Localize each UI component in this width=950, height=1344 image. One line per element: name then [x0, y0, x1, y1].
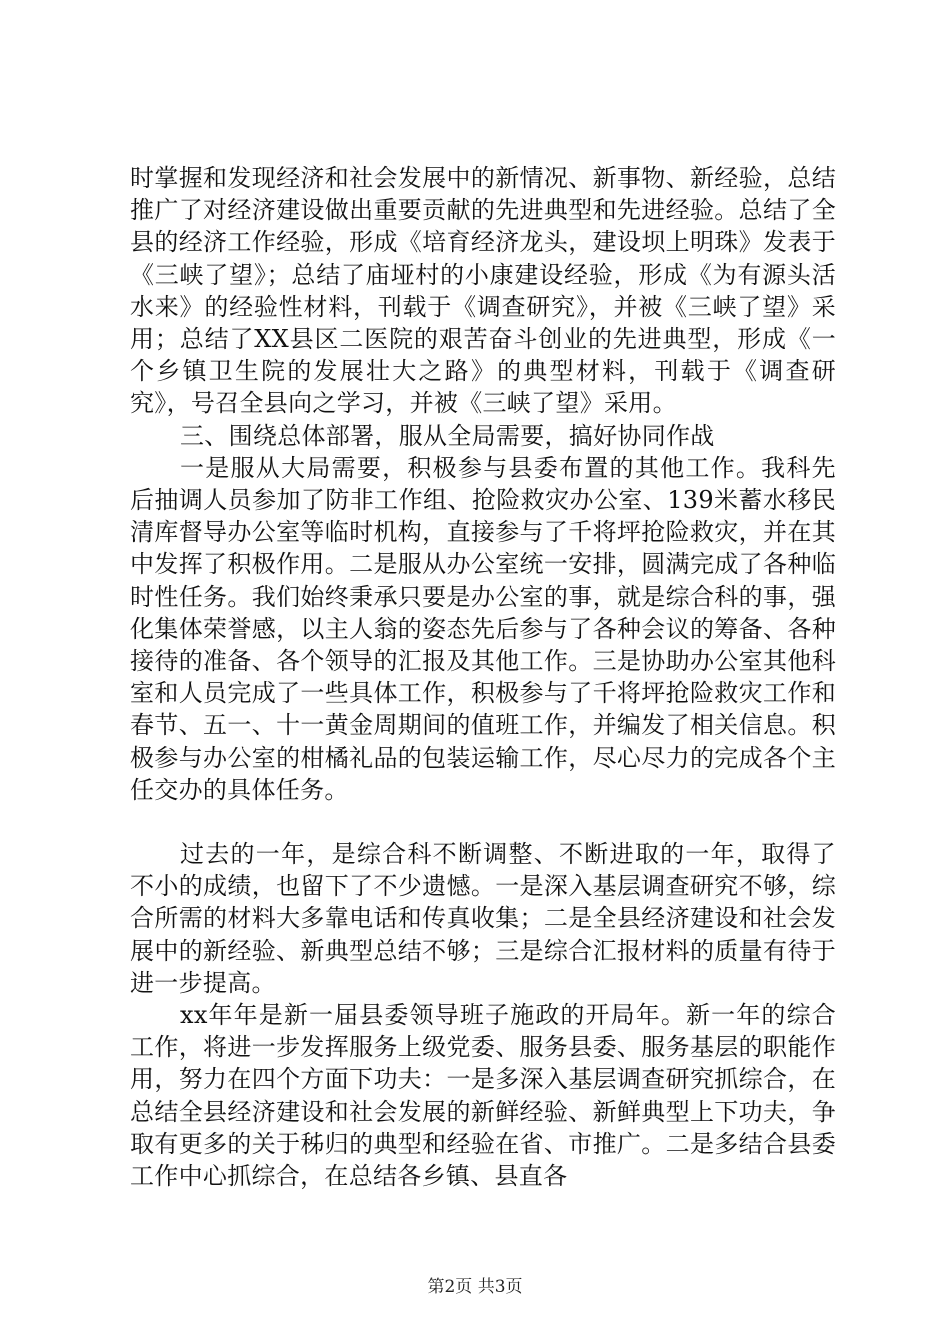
- paragraph-new-year-plan: xx年年是新一届县委领导班子施政的开局年。新一年的综合工作，将进一步发挥服务上级党委、服务县委、服务基层的职能作用，努力在四个方面下功夫：一是多深入基层调查研究抓综合，在总结全县经济建设和社会发展的新鲜经验、新鲜典型上下功夫，争取有更多的关于秭归的典型和经验在省、市推广。二是多结合县委工作中心抓综合，在总结各乡镇、县直各: [130, 1001, 836, 1191]
- section-heading-three: 三、围绕总体部署，服从全局需要，搞好协同作战: [180, 421, 715, 450]
- paragraph-past-year-review: 过去的一年，是综合科不断调整、不断进取的一年，取得了不小的成绩，也留下了不少遗憾。一是深入基层调查研究不够，综合所需的材料大多靠电话和传真收集；二是全县经济建设和社会发展中的新经验、新典型总结不够；三是综合汇报材料的质量有待于进一步提高。: [130, 840, 836, 997]
- paragraph-summary-experience: 时掌握和发现经济和社会发展中的新情况、新事物、新经验，总结推广了对经济建设做出重要贡献的先进典型和先进经验。总结了全县的经济工作经验，形成《培育经济龙头，建设坝上明珠》发表于《三峡了望》；总结了庙垭村的小康建设经验，形成《为有源头活水来》的经验性材料，刊载于《调查研究》，并被《三峡了望》采用；总结了XX县区二医院的艰苦奋斗创业的先进典型，形成《一个乡镇卫生院的发展壮大之路》的典型材料，刊载于《调查研究》，号召全县向之学习，并被《三峡了望》采用。: [130, 164, 836, 418]
- document-body: [130, 162, 836, 1192]
- page-number-footer: 第2页 共3页: [427, 1277, 523, 1297]
- paragraph-coordinated-work: 一是服从大局需要，积极参与县委布置的其他工作。我科先后抽调人员参加了防非工作组、抢险救灾办公室、139米蓄水移民清库督导办公室等临时机构，直接参与了千将坪抢险救灾，并在其中发挥了积极作用。二是服从办公室统一安排，圆满完成了各种临时性任务。我们始终秉承只要是办公室的事，就是综合科的事，强化集体荣誉感，以主人翁的姿态先后参与了各种会议的筹备、各种接待的准备、各个领导的汇报及其他工作。三是协助办公室其他科室和人员完成了一些具体工作，积极参与了千将坪抢险救灾工作和春节、五一、十一黄金周期间的值班工作，并编发了相关信息。积极参与办公室的柑橘礼品的包装运输工作，尽心尽力的完成各个主任交办的具体任务。: [130, 453, 836, 804]
- paragraph-spacer: [130, 806, 836, 838]
